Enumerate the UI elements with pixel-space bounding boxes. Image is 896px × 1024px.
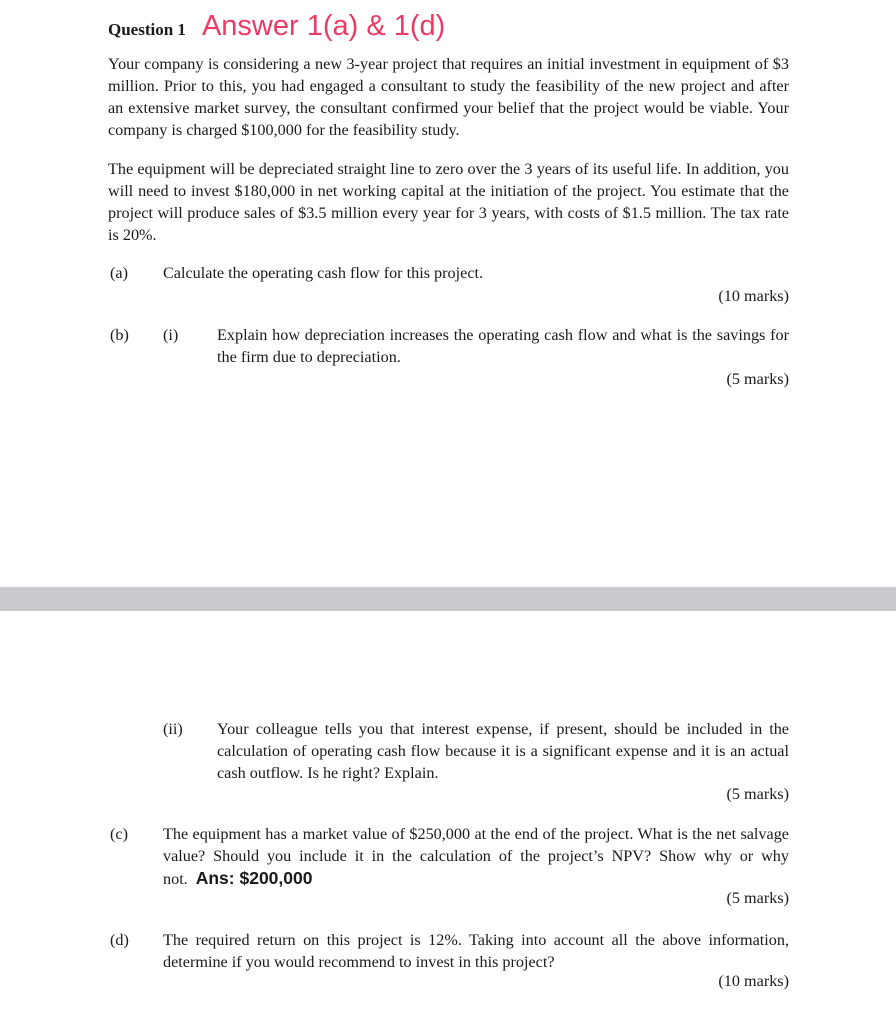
part-b-ii-text: Your colleague tells you that interest expense, if present, should be included in the calculation of operating cash flow because it is a significant expense and it is an actual cash outflow. Is he right? Explain. — [217, 720, 789, 782]
intro-paragraph-1: Your company is considering a new 3-year project that requires an initial investment in equipment of $3 million. Prior to this, you had engaged a consultant to study the feasibility of the new project and after an extensive market survey, the consultant confirmed your belief that the project would be viable. Your company is charged $100,000 for the feasibility study. — [108, 55, 789, 139]
question-title: Question 1 — [108, 20, 186, 39]
part-b-i-label: (i) — [163, 326, 179, 344]
part-a-label: (a) — [110, 264, 128, 282]
part-c-block — [163, 823, 789, 890]
part-d-text: The required return on this project is 12%. Taking into account all the above information, determine if you would recommend to invest in this project? — [163, 931, 789, 971]
part-c-label: (c) — [110, 825, 128, 843]
part-b-label: (b) — [110, 326, 129, 344]
part-b-i-marks: (5 marks) — [726, 370, 789, 388]
part-a-text: Calculate the operating cash flow for this project. — [163, 264, 484, 282]
part-a-marks: (10 marks) — [718, 287, 789, 305]
part-b-i-text: Explain how depreciation increases the operating cash flow and what is the savings for the firm due to depreciation. — [217, 326, 789, 366]
answer-note: Answer 1(a) & 1(d) — [201, 10, 446, 42]
part-b-ii-marks: (5 marks) — [726, 785, 789, 803]
part-d-label: (d) — [110, 931, 129, 949]
part-b-ii-label: (ii) — [163, 720, 183, 738]
part-c-text: The equipment has a market value of $250,000 at the end of the project. What is the net salvage value? Should you include it in the calculation of the project’s NPV? Show why or why not. — [163, 825, 789, 888]
question-heading — [108, 10, 445, 43]
page-divider — [0, 587, 896, 611]
intro-paragraph-2: The equipment will be depreciated straight line to zero over the 3 years of its useful life. In addition, you will need to invest $180,000 in net working capital at the initiation of the project. You estimate that the project will produce sales of $3.5 million every year for 3 years, with costs of $1.5 million. The tax rate is 20%. — [108, 160, 789, 244]
part-c-answer: Ans: $200,000 — [195, 868, 313, 888]
part-c-marks: (5 marks) — [726, 889, 789, 907]
part-d-marks: (10 marks) — [718, 972, 789, 990]
